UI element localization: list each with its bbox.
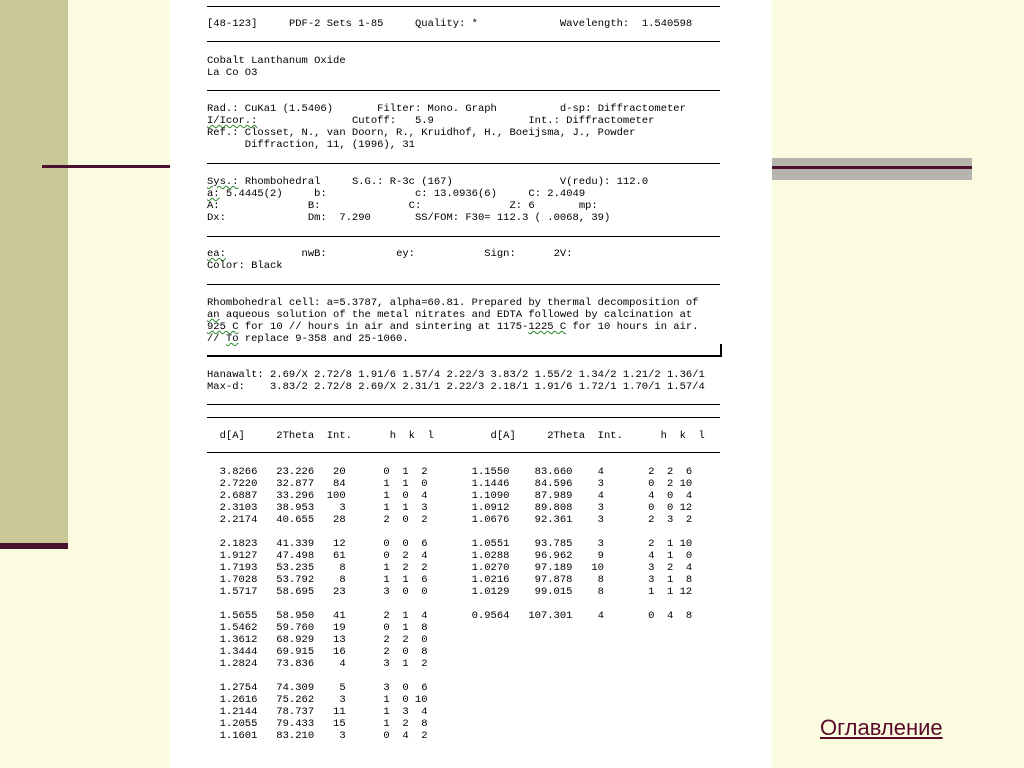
ey-label: ey:	[396, 248, 415, 260]
b-label: b:	[314, 188, 327, 200]
wavelength-label: Wavelength: 1.540598	[559, 18, 693, 30]
right-decor-band	[772, 158, 972, 180]
table-row: 1.2055 79.433 15 1 2 8	[207, 718, 428, 730]
rad-label: Rad.: CuKa1 (1.5406)	[207, 103, 334, 115]
comment-text: for 10 // hours in air and sintering at 1175-	[238, 321, 529, 333]
table-row: 1.2616 75.262 3 1 0 10	[207, 694, 428, 706]
sys-value: Rhombohedral	[238, 176, 321, 188]
divider	[207, 417, 720, 418]
table-row: 2.3103 38.953 3 1 1 3 1.0912 89.808 3 0 0 12	[207, 502, 693, 514]
alpha-label: A:	[207, 200, 220, 212]
divider	[207, 236, 720, 237]
table-row: 1.2824 73.836 4 3 1 2	[207, 658, 428, 670]
beta-label: B:	[307, 200, 321, 212]
a-label: a:	[207, 188, 220, 200]
toc-link[interactable]: Оглавление	[820, 715, 943, 740]
table-row: 1.9127 47.498 61 0 2 4 1.0288 96.962 9 4 1 0	[207, 550, 693, 562]
c-value: c: 13.0936(6)	[414, 188, 497, 200]
maxd-line: Max-d: 3.83/2 2.72/8 2.69/X 2.31/1 2.22/3 2.18/1 1.91/6 1.72/1 1.70/1 1.57/4	[207, 381, 705, 393]
ea-label: ea:	[207, 248, 226, 260]
dsp-label: d-sp: Diffractometer	[559, 103, 686, 115]
z-value: Z: 6	[509, 200, 535, 212]
table-header: d[A] 2Theta Int. h k l d[A] 2Theta Int. h k l	[207, 430, 705, 442]
gamma-label: C:	[408, 200, 422, 212]
comment-line-4	[207, 333, 409, 346]
a-value: 5.4445(2)	[219, 188, 283, 200]
dm-value: Dm: 7.290	[307, 212, 371, 224]
comment-line-2	[207, 309, 692, 322]
compound-formula: La Co O3	[207, 67, 258, 79]
sets-label: PDF-2 Sets 1-85	[288, 18, 384, 30]
table-row: 2.1823 41.339 12 0 0 6 1.0551 93.785 3 2 1 10	[207, 538, 693, 550]
reference-line-2: Diffraction, 11, (1996), 31	[207, 139, 415, 151]
divider	[207, 355, 720, 357]
angle-line	[207, 200, 598, 213]
comment-word: an	[207, 309, 220, 321]
table-row: 1.3444 69.915 16 2 0 8	[207, 646, 428, 658]
table-row: 1.7193 53.235 8 1 2 2 1.0270 97.189 10 3 2 4	[207, 562, 693, 574]
radiation-line	[207, 103, 686, 116]
divider	[207, 163, 720, 164]
comment-line-3	[207, 321, 699, 334]
comment-line-1: Rhombohedral cell: a=5.3787, alpha=60.81. Prepared by thermal decomposition of	[207, 297, 699, 309]
table-row: 1.3612 68.929 13 2 2 0	[207, 634, 428, 646]
int-label: Int.: Diffractometer	[528, 115, 655, 127]
icor-line	[207, 115, 654, 128]
pdf-card-document	[170, 0, 772, 768]
table-row: 2.2174 40.655 28 2 0 2 1.0676 92.361 3 2 3 2	[207, 514, 693, 526]
icor-label: I/Icor.:	[207, 115, 258, 127]
filter-label: Filter: Mono. Graph	[377, 103, 497, 115]
card-number: [48-123]	[207, 18, 258, 30]
color-line: Color: Black	[207, 260, 283, 272]
left-decor-bottom-line	[0, 543, 68, 549]
left-decor-band	[0, 0, 68, 548]
divider	[207, 404, 720, 405]
text-cursor	[720, 344, 722, 357]
table-row: 1.5462 59.760 19 0 1 8	[207, 622, 428, 634]
table-row: 1.7028 53.792 8 1 1 6 1.0216 97.878 8 3 1 8	[207, 574, 693, 586]
table-row: 2.6887 33.296 100 1 0 4 1.1090 87.989 4 4 0 4	[207, 490, 693, 502]
cutoff-label: Cutoff: 5.9	[351, 115, 434, 127]
sys-label: Sys.:	[207, 176, 239, 188]
comment-word: 1225 C	[528, 321, 567, 333]
space-group: S.G.: R-3c (167)	[351, 176, 453, 188]
table-row: 1.5717 58.695 23 3 0 0 1.0129 99.015 8 1 1 12	[207, 586, 693, 598]
comment-word: 925 C	[207, 321, 239, 333]
sign-label: Sign:	[484, 248, 516, 260]
table-row: 1.2754 74.309 5 3 0 6	[207, 682, 428, 694]
right-decor-line	[772, 166, 972, 169]
comment-text: for 10 hours in air.	[566, 321, 699, 333]
divider	[207, 284, 720, 285]
table-row: 3.8266 23.226 20 0 1 2 1.1550 83.660 4 2 2 6	[207, 466, 693, 478]
optical-line	[207, 248, 573, 261]
comment-text: replace 9-358 and 25-1060.	[238, 333, 409, 345]
comment-text: //	[207, 333, 226, 345]
comment-text: aqueous solution of the metal nitrates and EDTA followed by calcination at	[219, 309, 693, 321]
quality-label: Quality: *	[414, 18, 478, 30]
hanawalt-line: Hanawalt: 2.69/X 2.72/8 1.91/6 1.57/4 2.22/3 3.83/2 1.55/2 1.34/2 1.21/2 1.36/1	[207, 369, 705, 381]
divider	[207, 6, 720, 7]
comment-word: To	[225, 333, 239, 345]
divider	[207, 41, 720, 42]
table-row: 1.5655 58.950 41 2 1 4 0.9564 107.301 4 0 4 8	[207, 610, 693, 622]
ca-ratio: C: 2.4049	[528, 188, 586, 200]
nwb-label: nwB:	[301, 248, 327, 260]
divider	[207, 90, 720, 91]
dx-label: Dx:	[207, 212, 226, 224]
divider	[207, 452, 720, 453]
twov-label: 2V:	[553, 248, 573, 260]
system-line	[207, 176, 648, 189]
vredu-value: V(redu): 112.0	[559, 176, 649, 188]
table-row: 2.7220 32.877 84 1 1 0 1.1446 84.596 3 0 2 10	[207, 478, 693, 490]
compound-name: Cobalt Lanthanum Oxide	[207, 55, 346, 67]
ssfom-value: SS/FOM: F30= 112.3 ( .0068, 39)	[414, 212, 611, 224]
reference-line-1: Ref.: Closset, N., van Doorn, R., Kruidhof, H., Boeijsma, J., Powder	[207, 127, 636, 139]
table-row: 1.2144 78.737 11 1 3 4	[207, 706, 428, 718]
header-line	[207, 18, 692, 31]
density-line	[207, 212, 610, 225]
mp-label: mp:	[578, 200, 598, 212]
left-decor-line	[42, 165, 172, 168]
cell-line	[207, 188, 585, 201]
table-row: 1.1601 83.210 3 0 4 2	[207, 730, 428, 742]
